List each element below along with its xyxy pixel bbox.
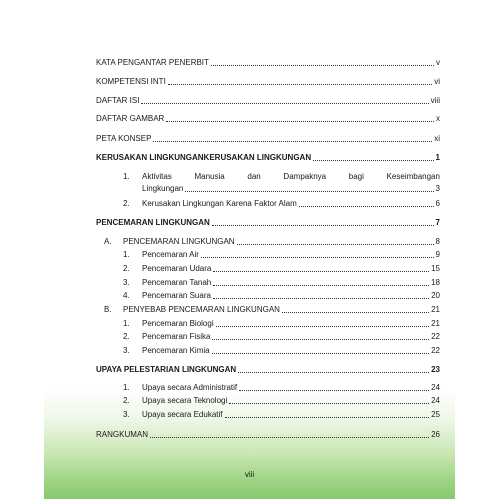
dot-leader [166,120,434,122]
dot-leader [201,256,434,258]
toc-label: Pencemaran Fisika [142,332,211,341]
toc-item-3-3[interactable] [142,410,440,420]
toc-page-number: 7 [435,218,440,227]
toc-item-3-2[interactable] [142,396,440,406]
toc-item-1-1-line1[interactable] [142,172,440,182]
toc-label: Upaya secara Teknologi [142,396,228,405]
toc-entry-daftar-gambar[interactable] [96,114,440,124]
toc-page-number: 6 [435,199,440,208]
dot-leader [299,205,434,207]
dot-leader [168,83,432,85]
toc-label: UPAYA PELESTARIAN LINGKUNGAN [96,365,237,374]
toc-label: RANGKUMAN [96,430,149,439]
dot-leader [213,284,429,286]
toc-page-number: 1 [435,153,440,162]
toc-item-1-1-line2[interactable] [142,184,440,194]
toc-label: DAFTAR GAMBAR [96,114,165,123]
toc-item-a-4[interactable] [142,291,440,301]
toc-entry-kata-pengantar[interactable] [96,58,440,68]
toc-page-number: x [436,114,440,123]
toc-page-number: 25 [431,410,440,419]
toc-chapter-3[interactable] [96,365,440,375]
toc-page-number: 8 [435,237,440,246]
word: dan [247,172,261,181]
toc-label: Lingkungan [142,184,184,193]
section-letter: B. [104,305,112,314]
toc-page-number: xi [434,134,440,143]
dot-leader [185,190,433,192]
toc-item-a-2[interactable] [142,264,440,274]
toc-page-number: viii [430,96,440,105]
toc-page-number: v [436,58,440,67]
dot-leader [150,436,429,438]
toc-item-3-1[interactable] [142,383,440,393]
toc-page-number: 23 [431,365,440,374]
toc-label: Upaya secara Administratif [142,383,238,392]
toc-item-b-2[interactable] [142,332,440,342]
toc-page-number: vi [434,77,440,86]
toc-item-1-2[interactable] [142,199,440,209]
item-number: 2. [123,264,130,273]
item-number: 1. [123,319,130,328]
dot-leader [216,325,429,327]
dot-leader [212,338,429,340]
toc-section-a[interactable] [123,237,440,247]
dot-leader [313,159,433,161]
toc-chapter-2[interactable] [96,218,440,228]
toc-label: KATA PENGANTAR PENERBIT [96,58,209,67]
dot-leader [225,416,430,418]
footer-page-number: viii [244,470,255,479]
toc-label: Upaya secara Edukatif [142,410,223,419]
toc-item-a-1[interactable] [142,250,440,260]
toc-label: Pencemaran Air [142,250,199,259]
toc-page-number: 22 [431,332,440,341]
toc-sheet [44,0,455,499]
item-number: 2. [123,396,130,405]
dot-leader [238,371,429,373]
toc-label: PENCEMARAN LINGKUNGAN [96,218,210,227]
toc-page-number: 26 [431,430,440,439]
word: Keseimbangan [386,172,440,181]
item-number: 2. [123,199,130,208]
dot-leader [229,402,429,404]
toc-page-number: 24 [431,383,440,392]
item-number: 1. [123,172,130,181]
toc-label: PETA KONSEP [96,134,152,143]
item-number: 1. [123,250,130,259]
dot-leader [141,102,428,104]
toc-entry-kompetensi-inti[interactable] [96,77,440,87]
toc-label: DAFTAR ISI [96,96,140,105]
item-number: 3. [123,410,130,419]
item-number: 1. [123,383,130,392]
toc-label: Pencemaran Kimia [142,346,210,355]
word: bagi [348,172,364,181]
toc-label: Pencemaran Udara [142,264,212,273]
toc-page-number: 24 [431,396,440,405]
word: Dampaknya [283,172,327,181]
dot-leader [213,270,429,272]
dot-leader [239,389,429,391]
dot-leader [212,352,430,354]
toc-page-number: 20 [431,291,440,300]
toc-entry-peta-konsep[interactable] [96,134,440,144]
toc-label: Pencemaran Tanah [142,278,212,287]
toc-label: PENYEBAB PENCEMARAN LINGKUNGAN [123,305,280,314]
dot-leader [213,297,429,299]
toc-label: Pencemaran Biologi [142,319,214,328]
toc-chapter-1[interactable] [96,153,440,163]
toc-label: Pencemaran Suara [142,291,211,300]
word: Aktivitas [142,172,172,181]
toc-section-b[interactable] [123,305,440,315]
toc-label: Kerusakan Lingkungan Karena Faktor Alam [142,199,297,208]
toc-page-number: 21 [431,305,440,314]
dot-leader [153,140,432,142]
toc-item-b-3[interactable] [142,346,440,356]
toc-label: KOMPETENSI INTI [96,77,166,86]
toc-label: PENCEMARAN LINGKUNGAN [123,237,235,246]
toc-page-number: 18 [431,278,440,287]
item-number: 4. [123,291,130,300]
section-letter: A. [104,237,112,246]
dot-leader [212,224,434,226]
toc-page-number: 21 [431,319,440,328]
item-number: 3. [123,346,130,355]
dot-leader [211,64,434,66]
toc-page-number: 22 [431,346,440,355]
toc-entry-daftar-isi[interactable] [96,96,440,106]
item-number: 2. [123,332,130,341]
word: Manusia [194,172,225,181]
dot-leader [237,243,434,245]
toc-item-b-1[interactable] [142,319,440,329]
toc-item-a-3[interactable] [142,278,440,288]
dot-leader [282,311,429,313]
item-number: 3. [123,278,130,287]
toc-page-number: 15 [431,264,440,273]
toc-page-number: 3 [435,184,440,193]
toc-label: KERUSAKAN LINGKUNGANKERUSAKAN LINGKUNGAN [96,153,312,162]
toc-page-number: 9 [435,250,440,259]
toc-entry-rangkuman[interactable] [96,430,440,440]
